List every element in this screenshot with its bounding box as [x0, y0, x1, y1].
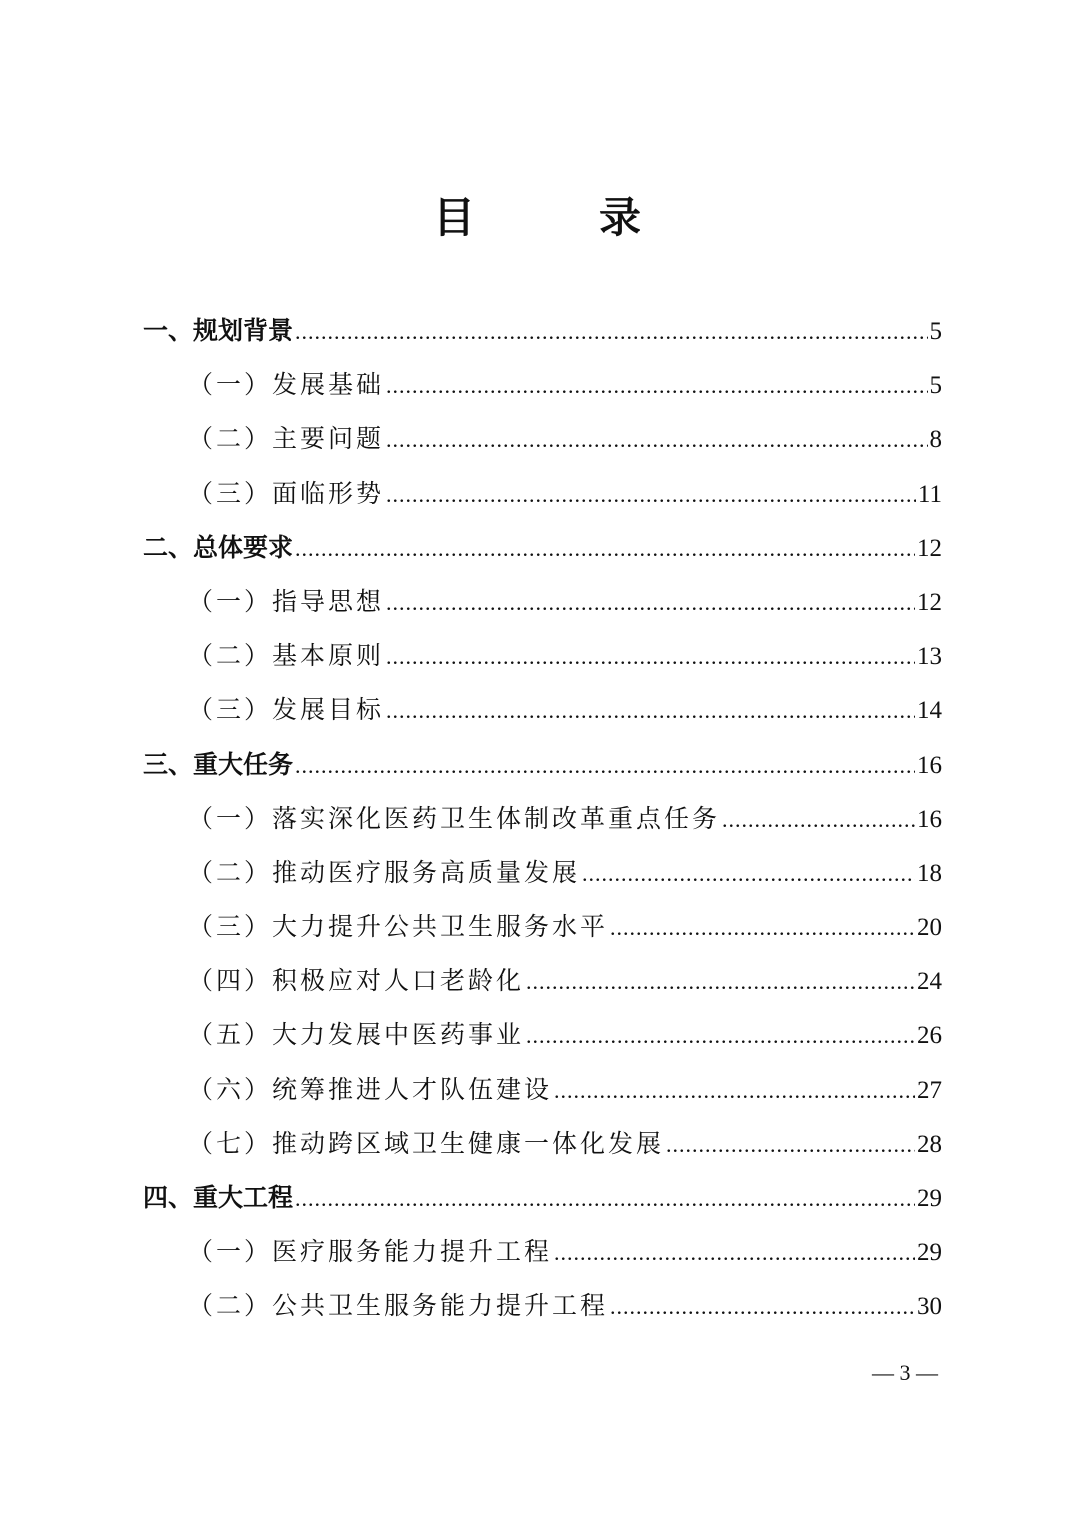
- toc-entry-label: （一）落实深化医药卫生体制改革重点任务: [188, 803, 721, 833]
- toc-dot-leader: [386, 684, 915, 738]
- toc-entry-label: （三）大力提升公共卫生服务水平: [188, 912, 609, 942]
- toc-subsection-entry[interactable]: [143, 1279, 942, 1333]
- toc-subsection-entry[interactable]: [143, 575, 942, 629]
- toc-section-entry[interactable]: [143, 521, 942, 575]
- toc-dot-leader: [295, 305, 927, 359]
- toc-page-number: 12: [917, 534, 942, 562]
- toc-subsection-entry[interactable]: [143, 1117, 942, 1171]
- toc-page-number: 5: [929, 318, 942, 345]
- toc-page-number: 12: [917, 588, 942, 616]
- toc-section-entry[interactable]: [143, 1171, 942, 1225]
- toc-dot-leader: [554, 1064, 915, 1118]
- toc-dot-leader: [295, 739, 915, 793]
- toc-dot-leader: [610, 901, 915, 955]
- toc-dot-leader: [610, 1280, 915, 1334]
- page-number-footer: — 3 —: [872, 1360, 938, 1385]
- toc-subsection-entry[interactable]: [143, 846, 942, 900]
- toc-subsection-entry[interactable]: [143, 954, 942, 1008]
- toc-dot-leader: [295, 522, 915, 576]
- toc-dot-leader: [554, 1226, 915, 1280]
- toc-section-entry[interactable]: [143, 304, 942, 358]
- toc-entry-label: （七）推动跨区域卫生健康一体化发展: [188, 1128, 665, 1158]
- toc-subsection-entry[interactable]: [143, 467, 942, 521]
- toc-entry-label: （二）基本原则: [188, 641, 385, 671]
- toc-entry-label: 一、规划背景: [143, 316, 294, 345]
- toc-dot-leader: [386, 413, 927, 467]
- toc-entry-label: （六）统筹推进人才队伍建设: [188, 1074, 553, 1104]
- toc-page-number: 28: [917, 1130, 942, 1158]
- toc-page-number: 29: [917, 1185, 942, 1212]
- toc-page-number: 27: [917, 1076, 942, 1104]
- toc-entry-label: （三）发展目标: [188, 695, 385, 725]
- toc-page-number: 26: [917, 1022, 942, 1050]
- toc-page-number: 5: [929, 372, 942, 400]
- toc-entry-label: （五）大力发展中医药事业: [188, 1020, 525, 1050]
- toc-dot-leader: [582, 847, 915, 901]
- toc-page-number: 16: [917, 751, 942, 779]
- toc-entry-label: 四、重大工程: [143, 1183, 294, 1212]
- toc-subsection-entry[interactable]: [143, 1063, 942, 1117]
- toc-dot-leader: [386, 576, 915, 630]
- toc-page-number: 16: [917, 805, 942, 833]
- toc-dot-leader: [722, 793, 915, 847]
- toc-entry-label: （二）推动医疗服务高质量发展: [188, 857, 581, 887]
- toc-subsection-entry[interactable]: [143, 358, 942, 412]
- toc-subsection-entry[interactable]: [143, 792, 942, 846]
- toc-entry-label: 三、重大任务: [143, 749, 294, 779]
- toc-page-number: 29: [917, 1239, 942, 1267]
- toc-page-number: 24: [917, 968, 942, 996]
- toc-section-entry[interactable]: [143, 738, 942, 792]
- toc-entry-label: （四）积极应对人口老龄化: [188, 966, 525, 996]
- toc-dot-leader: [386, 359, 927, 413]
- toc-dot-leader: [295, 1172, 915, 1226]
- toc-entry-label: （三）面临形势: [188, 478, 385, 508]
- toc-dot-leader: [666, 1118, 915, 1172]
- toc-entry-label: （二）主要问题: [188, 424, 385, 454]
- toc-entry-label: （二）公共卫生服务能力提升工程: [188, 1291, 609, 1321]
- toc-entry-label: 二、总体要求: [143, 532, 294, 562]
- toc-subsection-entry[interactable]: [143, 412, 942, 466]
- toc-dot-leader: [386, 468, 916, 522]
- page-title-char-1: 目: [432, 193, 475, 242]
- toc-page-number: 18: [917, 859, 942, 887]
- table-of-contents: [143, 304, 942, 1334]
- toc-page-number: 20: [917, 914, 942, 942]
- toc-dot-leader: [526, 1009, 915, 1063]
- toc-subsection-entry[interactable]: [143, 1008, 942, 1062]
- toc-subsection-entry[interactable]: [143, 683, 942, 737]
- toc-subsection-entry[interactable]: [143, 1225, 942, 1279]
- toc-page-number: 8: [929, 426, 942, 454]
- toc-page-number: 13: [917, 643, 942, 671]
- toc-dot-leader: [386, 630, 915, 684]
- toc-page-number: 11: [917, 480, 942, 508]
- toc-entry-label: （一）指导思想: [188, 586, 385, 616]
- toc-page-number: 14: [917, 697, 942, 725]
- toc-entry-label: （一）发展基础: [188, 370, 385, 400]
- toc-dot-leader: [526, 955, 915, 1009]
- page-title: [0, 188, 1074, 248]
- toc-subsection-entry[interactable]: [143, 900, 942, 954]
- toc-entry-label: （一）医疗服务能力提升工程: [188, 1237, 553, 1267]
- page-title-char-2: 录: [599, 193, 642, 242]
- toc-subsection-entry[interactable]: [143, 629, 942, 683]
- toc-page-number: 30: [917, 1293, 942, 1321]
